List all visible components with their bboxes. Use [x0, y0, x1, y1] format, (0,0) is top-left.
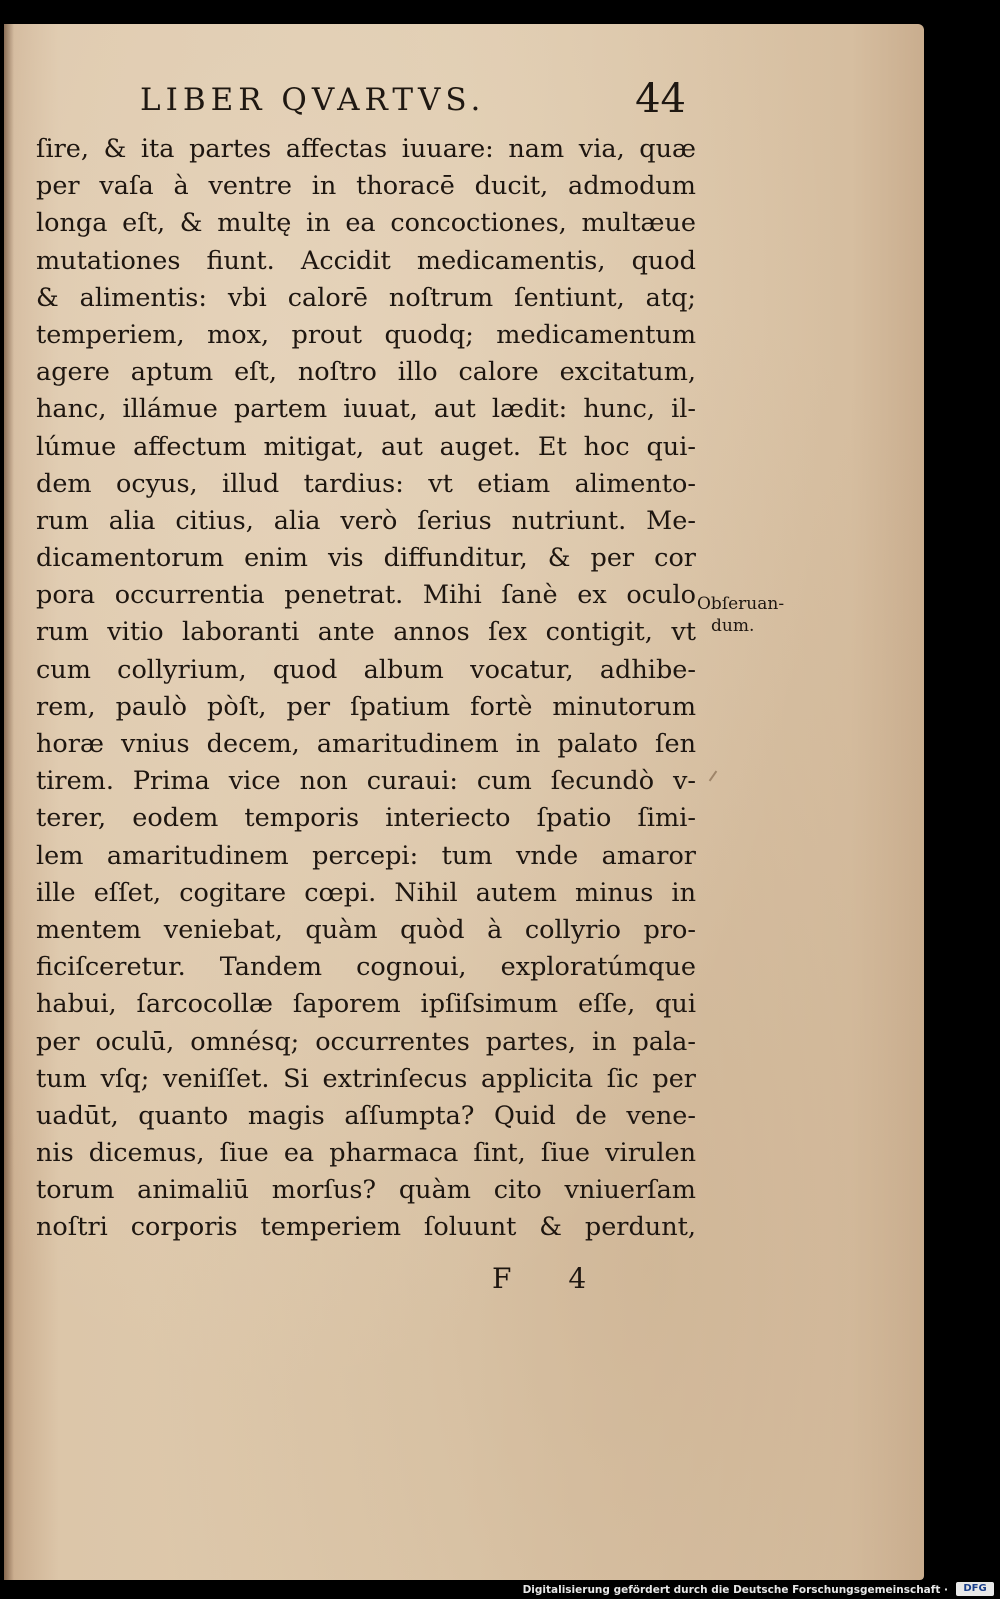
text-line: lúmue affectum mitigat, aut auget. Et hoc qui- [36, 431, 696, 462]
text-line: lem amaritudinem percepi: tum vnde amaror [36, 840, 696, 871]
digitization-credit: Digitalisierung gefördert durch die Deutsche Forschungsgemeinschaft · [522, 1584, 948, 1596]
text-line: tum vſq; veniſſet. Si extrinſecus applicita ſic per [36, 1063, 696, 1094]
text-line: mutationes fiunt. Accidit medicamentis, quod [36, 245, 696, 276]
text-line: hanc, illámue partem iuuat, aut lædit: hunc, il- [36, 394, 696, 425]
text-line: mentem veniebat, quàm quòd à collyrio pro- [36, 914, 696, 945]
text-line: nis dicemus, ſiue ea pharmaca ſint, ſiue virulen [36, 1138, 696, 1169]
marginal-note-line: Obſeruan- [697, 594, 785, 614]
text-line: per oculū, omnésq; occurrentes partes, in pala- [36, 1026, 696, 1057]
text-line: longa eſt, & multę in ea concoctiones, multæue [36, 208, 696, 239]
text-line: cum collyrium, quod album vocatur, adhibe- [36, 654, 696, 685]
marginal-note [697, 593, 784, 637]
page-number: 44 [635, 76, 686, 122]
text-line: agere aptum eſt, noſtro illo calore excitatum, [36, 357, 696, 388]
marginal-note-line: dum. [711, 616, 755, 636]
text-line: & alimentis: vbi calorē noſtrum ſentiunt, atq; [36, 282, 696, 313]
text-line: noſtri corporis temperiem ſoluunt & perdunt, [36, 1212, 696, 1243]
text-line: rum alia citius, alia verò ſerius nutriunt. Me- [36, 505, 696, 536]
text-line: rum vitio laboranti ante annos ſex contigit, vt [36, 617, 696, 648]
text-line: dicamentorum enim vis diffunditur, & per cor [36, 543, 696, 574]
text-line: temperiem, mox, prout quodq; medicamentum [36, 319, 696, 350]
text-line: dem ocyus, illud tardius: vt etiam alimento- [36, 468, 696, 499]
body-text [36, 131, 696, 1247]
text-line: habui, ſarcocollæ ſaporem ipſiſsimum eſſe, qui [36, 989, 696, 1020]
signature-mark: F 4 [492, 1262, 611, 1295]
text-line: rem, paulò pòſt, per ſpatium fortè minutorum [36, 691, 696, 722]
text-line: ficiſceretur. Tandem cognoui, exploratúmque [36, 952, 696, 983]
text-line: terer, eodem temporis interiecto ſpatio ſimi- [36, 803, 696, 834]
text-line: horæ vnius decem, amaritudinem in palato ſen [36, 729, 696, 759]
text-line: uadūt, quanto magis aſſumpta? Quid de vene- [36, 1100, 696, 1131]
text-line: torum animaliū morſus? quàm cito vniuerſam [36, 1175, 696, 1206]
running-head: LIBER QVARTVS. [140, 82, 486, 118]
dfg-logo: DFG [956, 1582, 994, 1596]
text-line: ille eſſet, cogitare cœpi. Nihil autem minus in [36, 877, 696, 908]
text-line: ſire, & ita partes affectas iuuare: nam via, quæ [36, 134, 696, 164]
page-header [140, 76, 700, 126]
text-line: pora occurrentia penetrat. Mihi ſanè ex oculo [36, 580, 696, 611]
text-line: tirem. Prima vice non curaui: cum ſecundò v- [36, 766, 696, 797]
text-line: per vaſa à ventre in thoracē ducit, admodum [36, 171, 696, 202]
page-spine-shadow [4, 24, 14, 1580]
